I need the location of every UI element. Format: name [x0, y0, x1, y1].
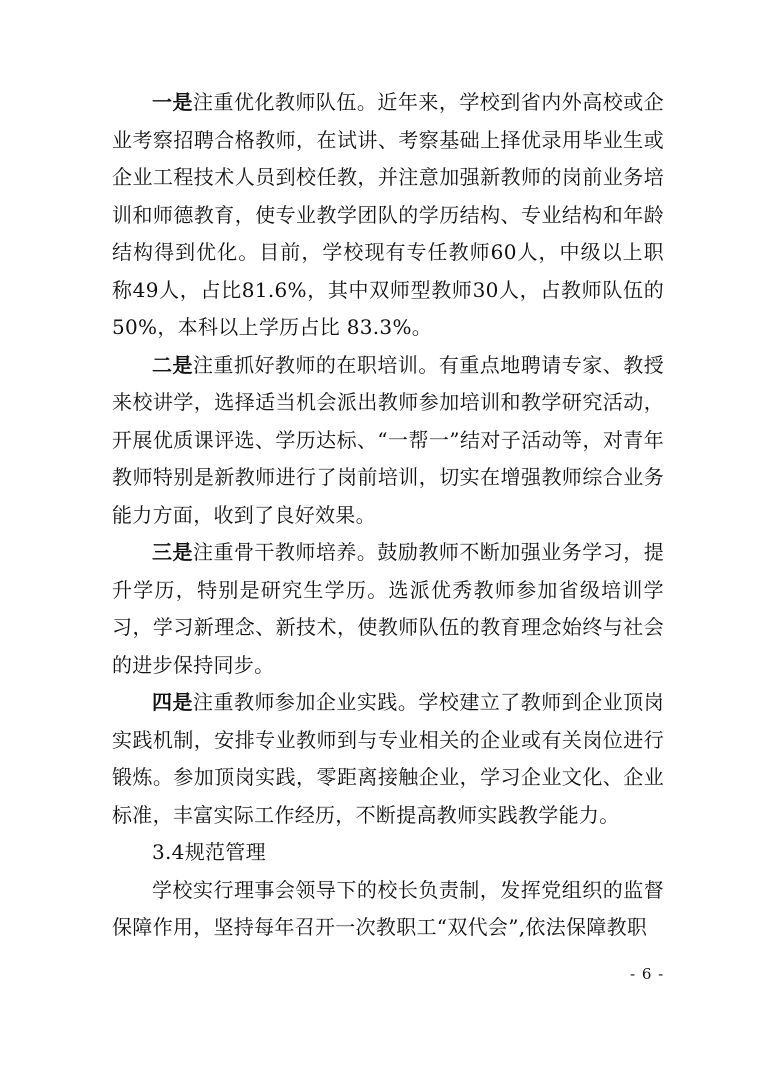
paragraph-enterprise-practice	[112, 684, 664, 834]
paragraph-body: 注重抓好教师的在职培训。有重点地聘请专家、教授来校讲学，选择适当机会派出教师参加培训和教学研究活动，开展优质课评选、学历达标、“一帮一”结对子活动等，对青年教师特别是新教师进行了岗前培训，切实在增强教师综合业务能力方面，收到了良好效果。	[112, 352, 664, 527]
paragraph-body: 注重骨干教师培养。鼓励教师不断加强业务学习，提升学历，特别是研究生学历。选派优秀教师参加省级培训学习，学习新理念、新技术，使教师队伍的教育理念始终与社会的进步保持同步。	[112, 540, 664, 677]
body-text	[112, 84, 664, 947]
paragraph-lead: 二是	[152, 352, 193, 377]
paragraph-backbone-teachers	[112, 534, 664, 684]
paragraph-management: 学校实行理事会领导下的校长负责制，发挥党组织的监督保障作用，坚持每年召开一次教职工“双代会”,依法保障教职	[112, 877, 664, 939]
paragraph-lead: 一是	[152, 90, 193, 114]
paragraph-optimize-teachers	[112, 84, 664, 347]
paragraph-body: 注重优化教师队伍。近年来，学校到省内外高校或企业考察招聘合格教师，在试讲、考察基础上择优录用毕业生或企业工程技术人员到校任教，并注意加强新教师的岗前业务培训和师德教育，使专业教学团队的学历结构、专业结构和年龄结构得到优化。目前，学校现有专任教师60人，中级以上职称49人，占比81.6%，其中双师型教师30人，占教师队伍的50%，本科以上学历占比 83.3%。	[112, 90, 664, 339]
paragraph-body: 注重教师参加企业实践。学校建立了教师到企业顶岗实践机制，安排专业教师到与专业相关的企业或有关岗位进行锻炼。参加顶岗实践，零距离接触企业，学习企业文化、企业标准，丰富实际工作经历，不断提高教师实践教学能力。	[112, 690, 664, 827]
page-number: - 6 -	[630, 965, 665, 983]
section-heading: 3.4规范管理	[152, 840, 266, 864]
paragraph-lead: 三是	[152, 540, 193, 564]
paragraph-lead: 四是	[152, 690, 193, 714]
paragraph-in-service-training	[112, 347, 664, 535]
